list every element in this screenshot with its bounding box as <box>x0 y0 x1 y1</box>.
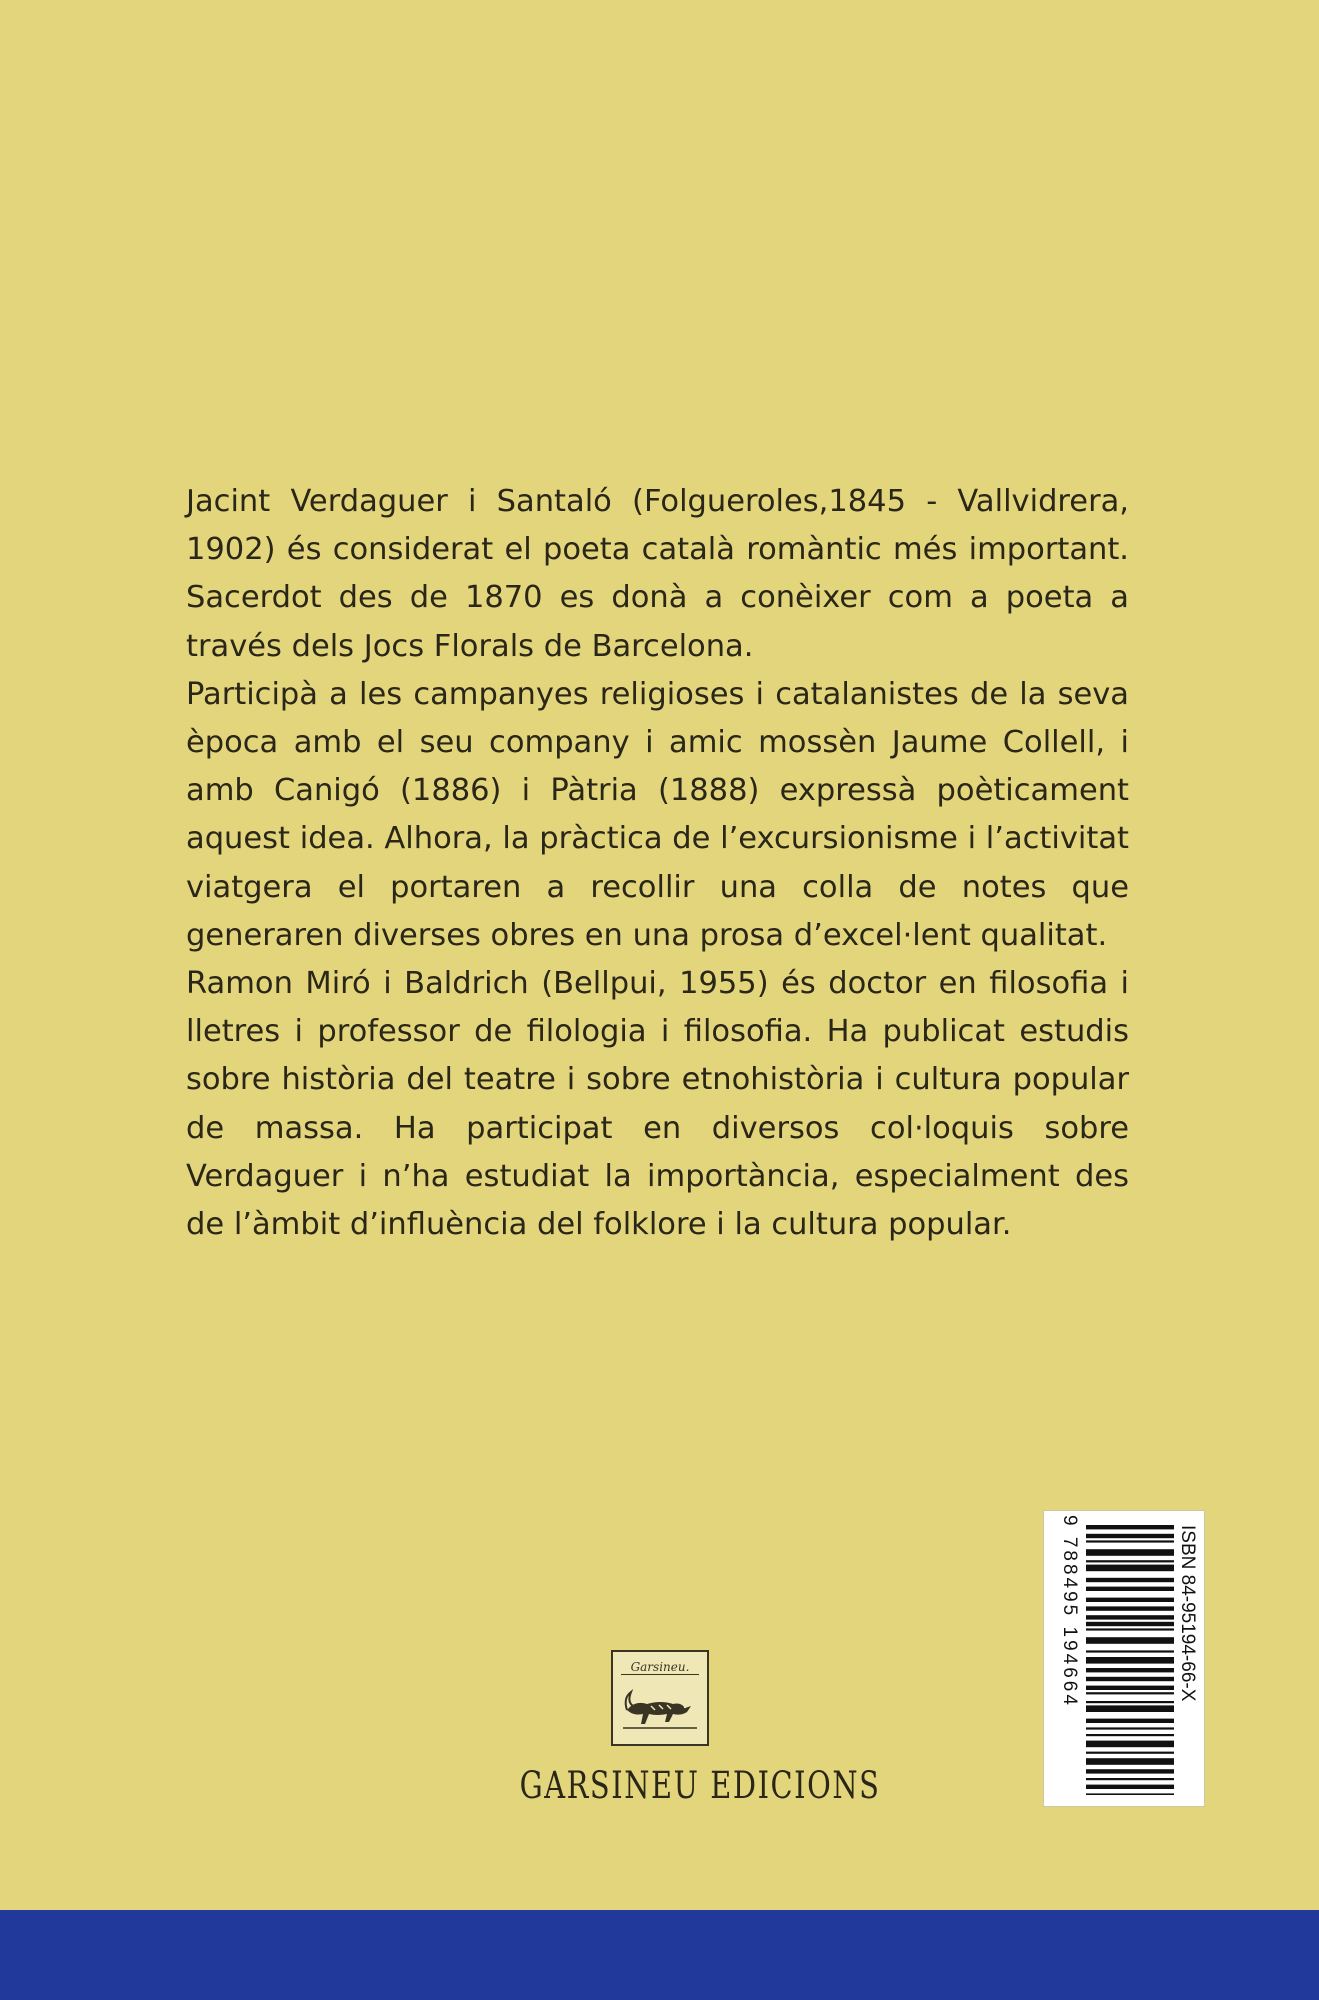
barcode-bar <box>1086 1734 1174 1736</box>
barcode-bar <box>1086 1657 1174 1664</box>
barcode-bar <box>1086 1692 1174 1694</box>
barcode-bar <box>1086 1540 1174 1542</box>
publisher-name: GARSINEU EDICIONS <box>519 1764 881 1807</box>
isbn-number: ISBN 84-95194-66-X <box>1177 1525 1198 1702</box>
barcode-content <box>1044 1511 1206 1808</box>
barcode-bar <box>1086 1628 1174 1630</box>
barcode-bar <box>1086 1668 1174 1672</box>
blurb-paragraph-verdaguer-bio: Jacint Verdaguer i Santaló (Folgueroles,1845 - Vallvidrera, 1902) és considerat el poeta català romàntic més important. Sacerdot des de 1870 es donà a conèixer com a poeta a través dels Jocs Florals de Barcelona. <box>186 484 1129 664</box>
barcode-bar <box>1086 1549 1174 1556</box>
publisher-logo <box>611 1650 709 1746</box>
barcode-bar <box>1086 1606 1174 1610</box>
blurb-text <box>186 478 1129 1249</box>
barcode-bar <box>1086 1534 1174 1538</box>
barcode-bar <box>1086 1758 1174 1765</box>
barcode-bar <box>1086 1525 1174 1529</box>
barcode-bar <box>1086 1778 1174 1780</box>
barcode-bar <box>1086 1785 1174 1789</box>
ean-number: 9 788495 194664 <box>1059 1515 1080 1708</box>
barcode-bar <box>1086 1578 1174 1582</box>
barcode-bar <box>1086 1793 1174 1795</box>
barcode-bar <box>1086 1587 1174 1591</box>
barcode-bars <box>1082 1525 1174 1795</box>
blurb-paragraph-verdaguer-work: Participà a les campanyes religioses i catalanistes de la seva època amb el seu company i amic mossèn Jaume Collell, i amb Canigó (1886) i Pàtria (1888) expressà poèticament aquest idea. Alhora, la pràctica de l’excursionisme i l’activitat viatgera el portaren a recollir una colla de notes que generaren diverses obres en una prosa d’excel·lent qualitat. <box>186 676 1129 953</box>
barcode-bar <box>1086 1705 1174 1712</box>
publisher-imprint <box>480 1650 881 1807</box>
blurb-paragraph-author-bio: Ramon Miró i Baldrich (Bellpui, 1955) és doctor en filosofia i lletres i professor de filologia i filosofia. Ha publicat estudis sobre història del teatre i sobre etnohistòria i cultura popular de massa. Ha participat en diversos col·loquis sobre Verdaguer i n’ha estudiat la importància, especialment des de l’àmbit d’influència del folklore i la cultura popular. <box>186 966 1129 1243</box>
barcode-bar <box>1086 1622 1174 1626</box>
barcode-bar <box>1086 1598 1174 1602</box>
barcode-bar <box>1086 1727 1174 1729</box>
barcode-bar <box>1086 1637 1174 1644</box>
barcode-bar <box>1086 1741 1174 1748</box>
publisher-logo-label: Garsineu. <box>621 1660 699 1675</box>
barcode-bar <box>1086 1752 1174 1754</box>
isbn-barcode <box>1043 1510 1205 1807</box>
barcode-bar <box>1086 1701 1174 1703</box>
barcode-bar <box>1086 1565 1174 1572</box>
barcode-bar <box>1086 1769 1174 1773</box>
barcode-bar <box>1086 1650 1174 1652</box>
genet-animal-icon <box>621 1680 699 1738</box>
barcode-bar <box>1086 1560 1174 1562</box>
barcode-bar <box>1086 1677 1174 1681</box>
bottom-color-band <box>0 1910 1319 2000</box>
barcode-bar <box>1086 1686 1174 1690</box>
barcode-bar <box>1086 1719 1174 1723</box>
barcode-bar <box>1086 1615 1174 1619</box>
